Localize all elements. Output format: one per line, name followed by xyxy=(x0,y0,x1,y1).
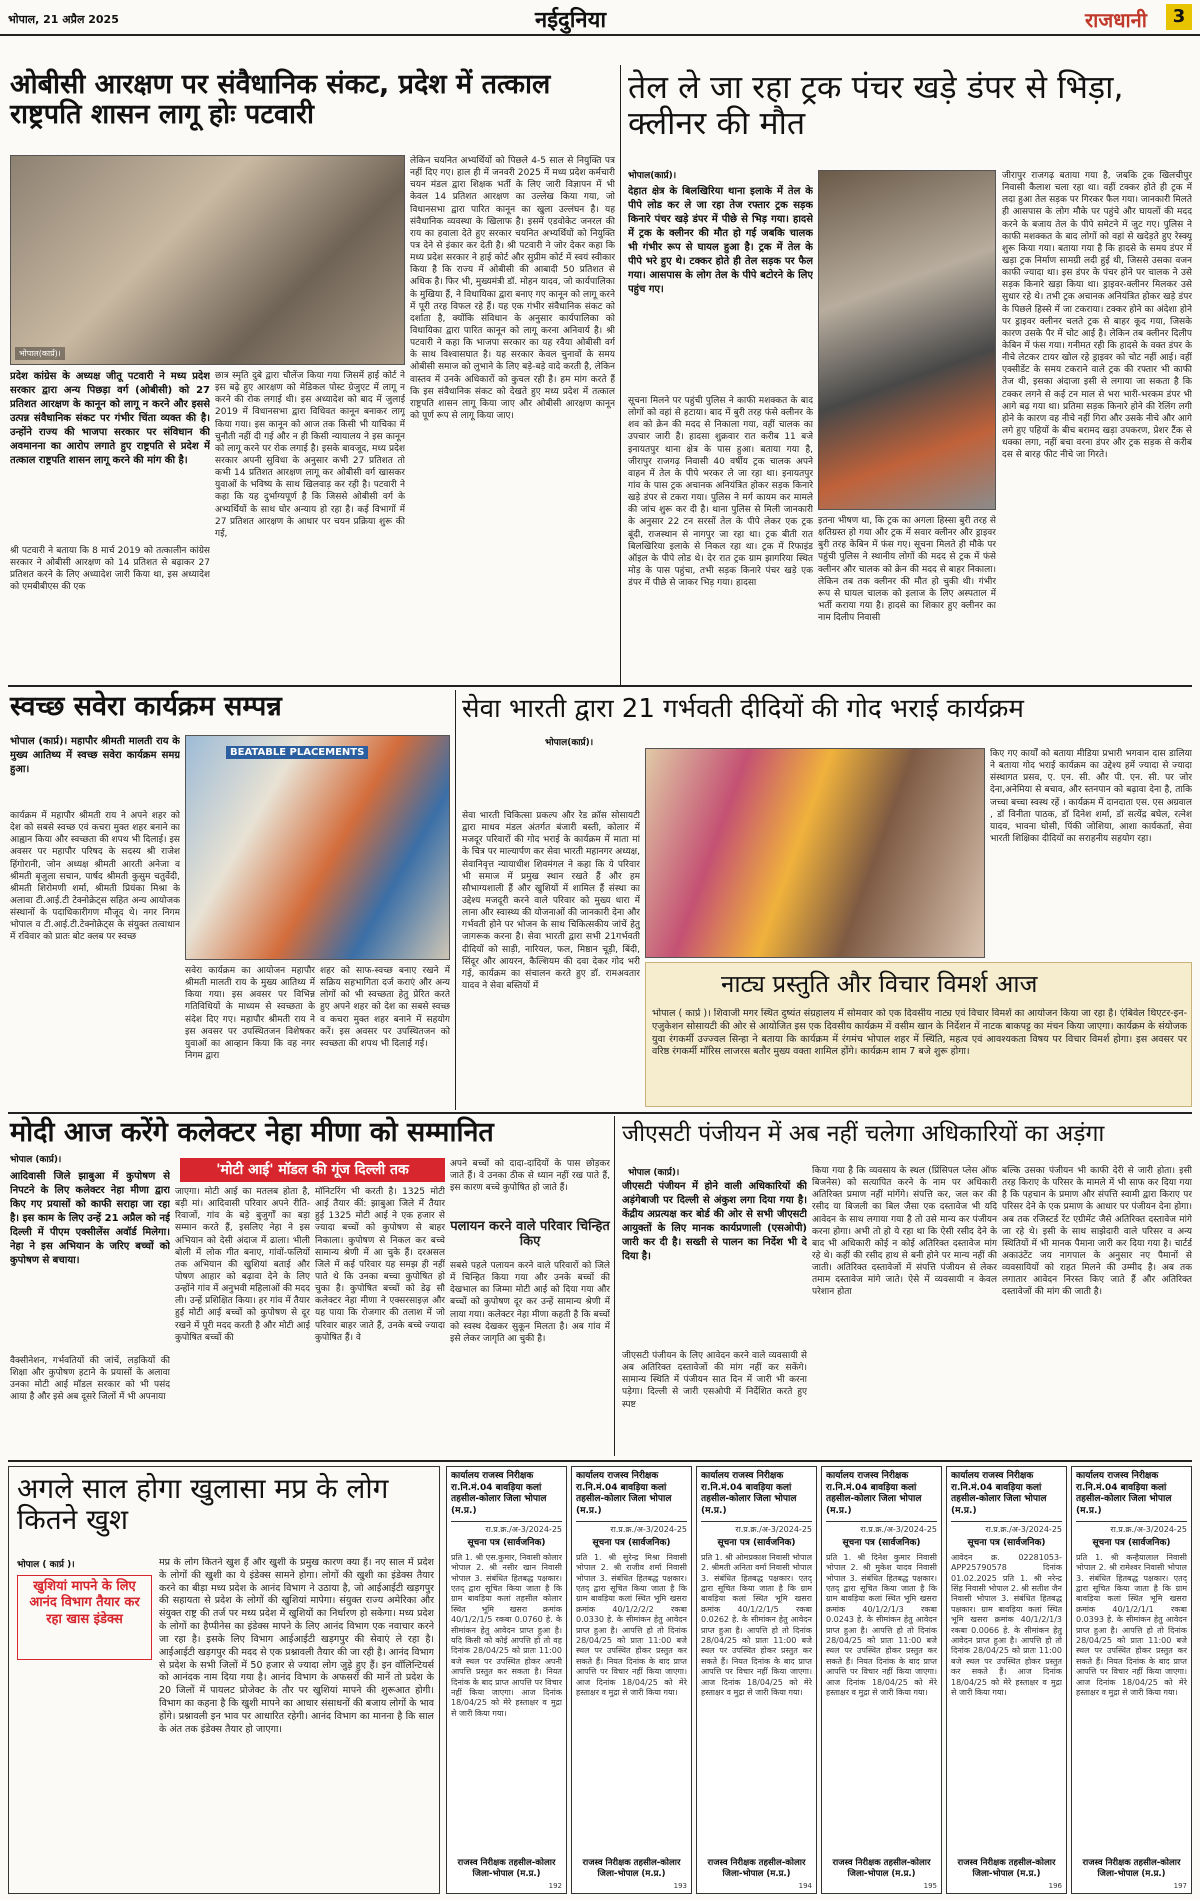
story6-body-col5: सबसे पहले पलायन करने वाले परिवारों को जिले में चिन्हित किया गया और उनके बच्चों की देखभाल का जिम्मा मोटी आई को दिया गया और बच्चों को कुपोषण दूर कर उन्हें सामान्य श्रेणी में लाया गया। कलेक्टर नेहा मीणा कहती है कि बच्चों को स्वस्थ देखकर सुकून मिलता है। अब गांव में इसे लेकर जागृति आ चुकी है। xyxy=(450,1261,610,1344)
notice-office: कार्यालय राजस्व निरीक्षक रा.नि.मं.04 बावड़िया कलां तहसील-कोलार जिला भोपाल (म.प्र.) xyxy=(576,1471,687,1522)
story1-photo xyxy=(10,155,405,365)
story6-body-col1: वैक्सीनेशन, गर्भवतियों की जांचें, लड़कियों की शिक्षा और कुपोषण हटाने के प्रयासों के अलावा उनका मोटी आई मॉडल सरकार को भी पसंद आया है और इसे अब दूसरे जिलों में भी अपनाया xyxy=(10,1356,170,1403)
story5-headline: नाट्य प्रस्तुति और विचार विमर्श आज xyxy=(721,970,1038,998)
notice-office: कार्यालय राजस्व निरीक्षक रा.नि.मं.04 बावड़िया कलां तहसील-कोलार जिला भोपाल (म.प्र.) xyxy=(701,1471,812,1522)
divider xyxy=(455,690,456,1110)
story7-byline: भोपाल (कार्प्र)। xyxy=(628,1168,680,1178)
notice-title: सूचना पत्र (सार्वजनिक) xyxy=(592,1538,671,1549)
notice-office: कार्यालय राजस्व निरीक्षक रा.नि.मं.04 बावड़िया कलां तहसील-कोलार जिला भोपाल (म.प्र.) xyxy=(951,1471,1062,1522)
story2-lead: देहात क्षेत्र के बिलखिरिया थाना इलाके में तेल के पीपे लोड कर ले जा रहा तेज रफ्तार ट्रक सड़क किनारे पंचर खड़े डंपर में पीछे से भिड़ गया। हादसे में ट्रक के क्लीनर की मौत हो गई जबकि चालक भी गंभीर रूप से घायल हुआ है। ट्रक में तेल के पीपे भरे हुए थे। टक्कर होते ही तेल सड़क पर फैल गया। आसपास के लोग तेल के पीपे बटोरने के लिए पहुंच गए। xyxy=(628,186,813,295)
story2-body-col2: इतना भीषण था, कि ट्रक का अगला हिस्सा बुरी तरह से क्षतिग्रस्त हो गया और ट्रक में सवार क्लीनर और ड्राइवर बुरी तरह केबिन में फंस गए। सूचना मिलते ही मौके पर पहुंची पुलिस ने स्थानीय लोगों की मदद से ट्रक में फंसे क्लीनर और चालक को क्रेन की मदद से बाहर निकाला। लेकिन तब तक क्लीनर की मौत हो चुकी थी। गंभीर रूप से घायल चालक को इलाज के लिए अस्पताल में भर्ती कराया गया है। हादसे का शिकार हुए क्लीनर का नाम दिलीप निवासी xyxy=(818,516,996,624)
story6-body-col4: अपने बच्चों को दादा-दादियों के पास छोड़कर जाते हैं। वे उनका ठीक से ध्यान नहीं रख पाते हैं, इस कारण बच्चे कुपोषित हो जाते हैं। xyxy=(450,1159,610,1194)
page-number: 3 xyxy=(1166,4,1192,30)
story6-box-title: पलायन करने वाले परिवार चिन्हित किए xyxy=(450,1219,610,1249)
notice-title: सूचना पत्र (सार्वजनिक) xyxy=(717,1538,796,1549)
legal-notice xyxy=(821,1466,942,1894)
legal-notice xyxy=(446,1466,567,1894)
story8-headline: अगले साल होगा खुलासा मप्र के लोग कितने खुश xyxy=(17,1472,389,1537)
legal-notice xyxy=(571,1466,692,1894)
notice-number: 192 xyxy=(548,1881,562,1890)
story1-lead: प्रदेश कांग्रेस के अध्यक्ष जीतू पटवारी ने मध्य प्रदेश सरकार द्वारा अन्य पिछड़ा वर्ग (ओबीसी) को 27 प्रतिशत आरक्षण के कानून को लागू न करने और इससे उत्पन्न संवैधानिक संकट पर गंभीर चिंता व्यक्त की है। उन्होंने राज्य की भाजपा सरकार पर संविधान की अवमानना का आरोप लगाते हुए राष्ट्रपति से प्रदेश में तत्काल राष्ट्रपति शासन लागू करने की मांग की है। xyxy=(10,371,210,466)
notice-title: सूचना पत्र (सार्वजनिक) xyxy=(1092,1538,1171,1549)
notice-footer: राजस्व निरीक्षक तहसील-कोलार जिला-भोपाल (म.प्र.) xyxy=(457,1858,556,1879)
notice-body: प्रति 1. श्री ओमप्रकाश निवासी भोपाल 2. श्रीमती अनिता वर्मा निवासी भोपाल 3. संबंधित हितबद्ध पक्षकार। एतद् द्वारा सूचित किया जाता है कि ग्राम बावड़िया कलां स्थित भूमि खसरा क्रमांक 40/1/2/1/5 रकबा 0.0262 हे. के सीमांकन हेतु आवेदन प्राप्त हुआ है। आपत्ति हो तो दिनांक 28/04/25 को प्रातः 11:00 बजे स्थल पर उपस्थित होकर प्रस्तुत कर सकते हैं। नियत दिनांक के बाद प्राप्त आपत्ति पर विचार नहीं किया जाएगा। आज दिनांक 18/04/25 को मेरे हस्ताक्षर व मुद्रा से जारी किया गया। xyxy=(701,1552,812,1697)
story6-lead: आदिवासी जिले झाबुआ में कुपोषण से निपटने के लिए कलेक्टर नेहा मीणा द्वारा किए गए प्रयासों को काफी सराहा जा रहा है। इस काम के लिए उन्हें 21 अप्रैल को नई दिल्ली में पीएम एक्सीलेंस अवॉर्ड मिलेगा। नेहा ने इस अभियान के जरिए बच्चों को कुपोषण से बचाया। xyxy=(10,1171,170,1266)
notice-case-number: रा.प्र.क्र./अ-3/2024-25 xyxy=(735,1524,812,1534)
story8-tag: खुशियां मापने के लिए आनंद विभाग तैयार कर रहा खास इंडेक्स xyxy=(17,1575,152,1660)
notice-case-number: रा.प्र.क्र./अ-3/2024-25 xyxy=(485,1524,562,1534)
masthead-logo: नईदुनिया xyxy=(535,7,607,33)
story7-body-col3: बल्कि उसका पंजीयन भी काफी देरी से जारी होता। इसी तरह किराए के परिसर के मामले में भी साफ कर दिया गया है कि पहचान के प्रमाण और संपत्ति स्वामी द्वारा किराए पर परिसर देने के एक प्रमाण के आधार पर पंजीयन देना होगा। अब तक रजिस्टर्ड रेंट एग्रीमेंट जैसे अतिरिक्त दस्तावेज मांगे जा रहे थे। इसी के साथ साझेदारी वाले परिसर व अन्य स्थितियों में भी मानक पैमाना जारी कर दिया गया है। चार्टर्ड अकाउंटेंट जय नागपाल के अनुसार नए पैमानों से व्यवसायियों को राहत मिलने की उम्मीद है। अब तक लगातार आवेदन निरस्त किए जाते हैं और अतिरिक्त दस्तावेजों की मांग की जाती है। xyxy=(1002,1166,1192,1298)
story6-body-col2: जाएगा। मोटी आई का मतलब होता है, बड़ी मां। आदिवासी परिवार अपने रीति-रिवाजों, गांव के बड़े बुजुर्गों का बड़ा सम्मान करते हैं, इसलिए नेहा ने इस अभियान को देसी अंदाज में ढाला। भीली बोली में लोक गीत बनाए, गांवों-फलियों तक अभियान की खुशियां बताई और पोषण आहार को बढ़ावा देने के लिए उन्होंने गांव में अनुभवी महिलाओं की मदद ली। उन्हें प्रशिक्षित किया। हर गांव में तैयार हुई मोटी आई बच्चों को कुपोषण से दूर रखने में पूरी मदद करती है और मोटी आई कुपोषित बच्चों की xyxy=(175,1187,310,1343)
story2-byline: भोपाल(कार्प्र)। xyxy=(628,171,677,181)
divider xyxy=(8,1112,1192,1114)
story1-body-col3: लेकिन चयनित अभ्यर्थियों को पिछले 4-5 साल से नियुक्ति पत्र नहीं दिए गए। हाल ही में जनवरी 2025 में मध्य प्रदेश कर्मचारी चयन मंडल द्वारा शिक्षक भर्ती के लिए जारी विज्ञापन में भी केवल 14 प्रतिशत आरक्षण का उल्लेख किया गया, जो विधानसभा द्वारा पारित कानून का खुला उल्लंघन है। यह संवैधानिक व्यवस्था के खिलाफ है। इसमें एडवोकेट जनरल की राय का हवाला देते हुए सरकार चयनित अभ्यर्थियों को नियुक्ति पत्र देने से इंकार कर देती है। श्री पटवारी ने जोर देकर कहा कि मध्य प्रदेश सरकार ने हाई कोर्ट और सुप्रीम कोर्ट में स्वयं स्वीकार किया है कि राज्य में ओबीसी की आबादी 50 प्रतिशत से अधिक है। फिर भी, मुख्यमंत्री डॉ. मोहन यादव, जो कार्यपालिका के मुखिया हैं, ने विधायिका द्वारा बनाए गए कानून को लागू करने में पूरी तरह विफल रहे हैं। यह एक गंभीर संवैधानिक संकट को दर्शाता है, क्योंकि संविधान के अनुसार कार्यपालिका को विधायिका द्वारा पारित कानून को लागू करना अनिवार्य है। श्री पटवारी ने कहा कि भाजपा सरकार का यह रवैया ओबीसी वर्ग के साथ विश्वासघात है। यह सरकार केवल चुनावों के समय ओबीसी समाज को लुभाने के लिए बड़े-बड़े वादे करती है, लेकिन वास्तव में उनके अधिकारों को कुचल रही है। हम मांग करते हैं कि इस संवैधानिक संकट को देखते हुए मध्य प्रदेश में तत्काल राष्ट्रपति शासन लागू किया जाए और ओबीसी आरक्षण कानून को पूर्ण रूप से लागू किया जाए। xyxy=(410,156,615,421)
story2-photo xyxy=(818,170,996,510)
story1-photo-caption: भोपाल(कार्प्र)। xyxy=(15,347,65,360)
story4-photo xyxy=(645,748,985,958)
notice-case-number: रा.प्र.क्र./अ-3/2024-25 xyxy=(985,1524,1062,1534)
notice-number: 195 xyxy=(923,1881,937,1890)
notice-body: प्रति 1. श्री कन्हैयालाल निवासी भोपाल 2. श्री रामेश्वर निवासी भोपाल 3. संबंधित हितबद्ध पक्षकार। एतद् द्वारा सूचित किया जाता है कि ग्राम बावड़िया कलां स्थित भूमि खसरा क्रमांक 40/1/2/1/1 रकबा 0.0393 हे. के सीमांकन हेतु आवेदन प्राप्त हुआ है। आपत्ति हो तो दिनांक 28/04/25 को प्रातः 11:00 बजे स्थल पर उपस्थित होकर प्रस्तुत कर सकते हैं। नियत दिनांक के बाद प्राप्त आपत्ति पर विचार नहीं किया जाएगा। आज दिनांक 18/04/25 को मेरे हस्ताक्षर व मुद्रा से जारी किया गया। xyxy=(1076,1552,1187,1697)
notice-number: 197 xyxy=(1173,1881,1187,1890)
notice-footer: राजस्व निरीक्षक तहसील-कोलार जिला-भोपाल (म.प्र.) xyxy=(957,1858,1056,1879)
notice-office: कार्यालय राजस्व निरीक्षक रा.नि.मं.04 बावड़िया कलां तहसील-कोलार जिला भोपाल (म.प्र.) xyxy=(1076,1471,1187,1522)
story3-body-col2: सवेरा कार्यक्रम का आयोजन महापौर श्रीमती मालती राय के मुख्य आतिथ्य में किया गया। इस अवसर पर विभिन्न गतिविधियों के माध्यम से स्वच्छता के संदेश दिए गए। महापौर श्रीमती राय ने इस अवसर पर उपस्थितजन विशेषकर युवाओं का आव्हान किया कि वह नगर निगम द्वारा xyxy=(185,966,315,1061)
notice-body: प्रति 1. श्री एस.कुमार, निवासी कोलार भोपाल 2. श्री नसीर खान निवासी भोपाल 3. संबंधित हितबद्ध पक्षकार। एतद् द्वारा सूचित किया जाता है कि ग्राम बावड़िया कलां तहसील कोलार स्थित भूमि खसरा क्रमांक 40/1/2/1/5 रकबा 0.0760 हे. के सीमांकन हेतु आवेदन प्राप्त हुआ है। यदि किसी को कोई आपत्ति हो तो वह दिनांक 28/04/25 को प्रातः 11:00 बजे स्थल पर उपस्थित होकर अपनी आपत्ति प्रस्तुत कर सकता है। नियत दिनांक के बाद प्राप्त आपत्ति पर विचार नहीं किया जाएगा। आज दिनांक 18/04/25 को मेरे हस्ताक्षर व मुद्रा से जारी किया गया। xyxy=(451,1552,562,1718)
notice-body: प्रति 1. श्री सुरेन्द्र मिश्रा निवासी भोपाल 2. श्री राजीव शर्मा निवासी भोपाल 3. संबंधित हितबद्ध पक्षकार। एतद् द्वारा सूचित किया जाता है कि ग्राम बावड़िया कलां स्थित भूमि खसरा क्रमांक 40/1/2/2/2 रकबा 0.0330 हे. के सीमांकन हेतु आवेदन प्राप्त हुआ है। आपत्ति हो तो दिनांक 28/04/25 को प्रातः 11:00 बजे स्थल पर उपस्थित होकर प्रस्तुत कर सकते हैं। नियत दिनांक के बाद प्राप्त आपत्ति पर विचार नहीं किया जाएगा। आज दिनांक 18/04/25 को मेरे हस्ताक्षर व मुद्रा से जारी किया गया। xyxy=(576,1552,687,1697)
legal-notice xyxy=(696,1466,817,1894)
divider xyxy=(8,685,1192,687)
story6-byline: भोपाल (कार्प्र)। xyxy=(10,1155,62,1165)
notice-office: कार्यालय राजस्व निरीक्षक रा.नि.मं.04 बावड़िया कलां तहसील-कोलार जिला भोपाल (म.प्र.) xyxy=(826,1471,937,1522)
notice-body: प्रति 1. श्री दिनेश कुमार निवासी भोपाल 2. श्री मुकेश यादव निवासी भोपाल 3. संबंधित हितबद्ध पक्षकार। एतद् द्वारा सूचित किया जाता है कि ग्राम बावड़िया कलां स्थित भूमि खसरा क्रमांक 40/1/2/1/3 रकबा 0.0243 हे. के सीमांकन हेतु आवेदन प्राप्त हुआ है। आपत्ति हो तो दिनांक 28/04/25 को प्रातः 11:00 बजे स्थल पर उपस्थित होकर प्रस्तुत कर सकते हैं। नियत दिनांक के बाद प्राप्त आपत्ति पर विचार नहीं किया जाएगा। आज दिनांक 18/04/25 को मेरे हस्ताक्षर व मुद्रा से जारी किया गया। xyxy=(826,1552,937,1697)
story3-lead: भोपाल (कार्प्र)। महापौर श्रीमती मालती राय के मुख्य आतिथ्य में स्वच्छ सवेरा कार्यक्रम समग्र हुआ। xyxy=(10,736,180,775)
story1-body-col2: छात्र स्मृति दुबे द्वारा चौलेंज किया गया जिसमें हाई कोर्ट ने इस बढ़े हुए आरक्षण को मेडिकल पोस्ट ग्रेजुएट में लागू न करने की रोक लगाई थी। इस अध्यादेश को बाद में जुलाई 2019 में विधानसभा द्वारा विधिवत कानून बनाकर लागू किया गया। इस कानून को आज तक किसी भी याचिका में चुनौती नहीं दी गई और न ही किसी न्यायालय ने इस कानून को लागू करने पर रोक लगाई है। इसके बावजूद, मध्य प्रदेश सरकार अपनी सुविधा के अनुसार कभी 27 प्रतिशत तो कभी 14 प्रतिशत आरक्षण लागू कर ओबीसी वर्ग खासकर युवाओं के भविष्य के साथ खिलवाड़ कर रही है। पटवारी ने कहा कि यह दुर्भाग्यपूर्ण है कि जिससे ओबीसी वर्ग के अभ्यर्थियों के साथ घोर अन्याय हो रहा है। कई विभागों में 27 प्रतिशत आरक्षण के आधार पर चयन प्रक्रिया शुरू की गई, xyxy=(215,371,405,539)
date-place: भोपाल, 21 अप्रैल 2025 xyxy=(8,13,119,26)
story4-body-col2: किए गए कार्यों को बताया मीडिया प्रभारी भगवान दास डालिया ने बताया गोद भराई कार्यक्रम का उद्देश्य हमें ज्यादा से ज्यादा संस्थागत प्रसव, ए. एन. सी. और पी. एन. सी. पर जोर देना,अनेमिया से बचाव, और स्तनपान को बढ़ावा देना है, ताकि जच्चा बच्चा स्वस्थ रहें । कार्यक्रम में दानदाता एस. एस अग्रवाल , डॉ विनीता पाठक, डॉ दिनेश शर्मा, डॉ सत्येंद्र बघेल, रत्नेश यादव, भावना घोसी, पिंकी जोशिया, आशा कार्यकर्ता, सेवा भारती शिक्षिका दीदियों का सराहनीय सहयोग रहा। xyxy=(990,749,1192,844)
divider xyxy=(620,65,621,685)
divider xyxy=(8,1460,1192,1462)
legal-notice xyxy=(946,1466,1067,1894)
story4-body-col1: सेवा भारती चिकित्सा प्रकल्प और रेड क्रॉस सोसायटी द्वारा माधव मंडल अंतर्गत बंजारी बस्ती, कोलार में मजदूर परिवारों की गोद भराई के कार्यक्रम में माता मां के चित्र पर माल्यार्पण कर सेवा भारती महानगर अध्यक्ष, सेवानिवृत्त न्यायाधीश शिवमंगल ने कहा कि ये परिवार भी समाज में प्रमुख स्थान रखते हैं और हम सौभाग्यशाली हैं और खुशियों में शामिल हैं संस्था का उद्देश्य मजदूरी करने वाले परिवार को मुख्य धारा में लाना और स्वास्थ्य की योजनाओं की जानकारी देना और गर्भवती होने पर भोजन के साथ चिकित्सकीय जांचें हेतु जागरूक करना है। सेवा भारती द्वारा सभी 21गर्भवती दीदियों को साड़ी, नारियल, फल, मिष्ठान चूड़ी, बिंदी, सिंदूर और आयरन, कैल्शियम की दवा देकर गोद भरी गई, कार्यक्रम का संचालन करते हुए डॉ. रामअवतार यादव ने सेवा बस्तियों में xyxy=(462,811,640,991)
notice-number: 194 xyxy=(798,1881,812,1890)
story6-subhead: 'मोटी आई' मॉडल की गूंज दिल्ली तक xyxy=(180,1158,445,1182)
story7-body-col2: किया गया है कि व्यवसाय के स्थल (प्रिंसिपल प्लेस ऑफ बिजनेस) को सत्यापित करने के नाम पर अधिकारी अतिरिक्त प्रमाण नहीं मांगेंगे। संपत्ति कर, जल कर की रसीद या बिजली का बिल जैसा एक दस्तावेज भी यदि आवेदन के साथ लगाया गया है तो उसे मान्य कर पंजीयन करना होगा। अभी तो हो ये रहा था कि ऐसी रसीद देने के बाद भी अधिकारी कोई न कोई अतिरिक्त दस्तावेज मांग रहे थे। कहीं की रसीद हाथ से बनी होने पर मान्य नहीं की जाती। अतिरिक्त दस्तावेजों में संपत्ति पंजीयन से लेकर तमाम दस्तावेज मांगे जाते। ऐसे में व्यवसायी न केवल परेशान होता xyxy=(812,1166,997,1298)
notice-footer: राजस्व निरीक्षक तहसील-कोलार जिला-भोपाल (म.प्र.) xyxy=(707,1858,806,1879)
story2-body-col1: सूचना मिलने पर पहुंची पुलिस ने काफी मशक्कत के बाद लोगों को वहां से हटाया। बाद में बुरी तरह फंसे क्लीनर के शव को क्रेन की मदद से निकाला गया, वहीं चालक का उपचार जारी है। हादसा शुक्रवार रात करीब 11 बजे इनायतपुर थाना क्षेत्र के पास हुआ। बताया गया है, जीरापुर राजगढ़ निवासी 40 वर्षीय ट्रक चालक अपने वाहन में तेल के पीपे भरकर ले जा रहा था। इनायतपुर गांव के पास ट्रक अचानक अनियंत्रित होकर सड़क किनारे खड़े डंपर से टकरा गया। पुलिस ने मर्ग कायम कर मामले की जांच शुरू कर दी है। थाना पुलिस से मिली जानकारी के अनुसार 22 टन सरसों तेल के पीपे लेकर एक ट्रक बूंदी, राजस्थान से नागपुर जा रहा था। ट्रक बीती रात बिलखिरिया इलाके से निकल रहा था। ट्रक में रिफाइंड ऑइल के पीपे लोड थे। देर रात ट्रक ग्राम झागरिया स्थित मोड़ के पास पहुंचा, तभी सड़क किनारे पंचर खड़े एक डंपर में पीछे से जाकर भिड़ गया। हादसा xyxy=(628,396,813,589)
legal-notice xyxy=(1071,1466,1192,1894)
story3-photo-caption: BEATABLE PLACEMENTS xyxy=(226,746,368,759)
story3-body-col1: कार्यक्रम में महापौर श्रीमती राय ने अपने शहर को देश को सबसे स्वच्छ एवं कचरा मुक्त शहर बनाने का आह्वान किया और स्वच्छता की शपथ भी दिलाई। इस अवसर पर महापौर परिषद के सदस्य श्री राजेश हिंगोरानी, जोन अध्यक्ष श्रीमती आरती अनेजा व श्रीमती बृजुला सचान, पार्षद श्रीमती कुसुम चतुर्वेदी, श्रीमती शिरोमणी शर्मा, श्रीमती प्रियंका मिश्रा के अलावा टी.आई.टी टेक्नोक्रेट्स सहित अन्य आयोजक संस्थानों के पदाधिकारीगण मौजूद थे। नगर निगम भोपाल व टी.आई.टी.टेक्नोक्रेट्स के संयुक्त तत्वाधान में रविवार को प्रातः बोट क्लब पर स्वच्छ xyxy=(10,811,180,943)
notice-number: 193 xyxy=(673,1881,687,1890)
story1-body-col1: श्री पटवारी ने बताया कि 8 मार्च 2019 को तत्कालीन कांग्रेस सरकार ने ओबीसी आरक्षण को 14 प्रतिशत से बढ़ाकर 27 प्रतिशत करने के लिए अध्यादेश जारी किया था, इस अध्यादेश को एमबीबीएस की एक xyxy=(10,546,210,593)
notice-title: सूचना पत्र (सार्वजनिक) xyxy=(467,1538,546,1549)
story4-headline: सेवा भारती द्वारा 21 गर्भवती दीदियों की गोद भराई कार्यक्रम xyxy=(462,694,1024,724)
story6-body-col3: मॉनिटरिंग भी करती है। 1325 मोटी आई तैयार कीं: झाबुआ जिले में तैयार हुई 1325 मोटी आई ने एक हजार से ज्यादा बच्चों को कुपोषण से बाहर निकाला। कुपोषण से निकल कर बच्चे सामान्य श्रेणी में आ चुके हैं। दरअसल जिले में कई परिवार यह समझ ही नहीं पाते थे कि उनका बच्चा कुपोषित हो चुका है। कुपोषित बच्चों को डेढ़ सौ कलेक्टर नेहा मीणा ने एक्सरसाइज़ और यह पाया कि रोजगार की तलाश में जो परिवार बाहर जाते हैं, उनके बच्चे ज्यादा कुपोषित हैं। वे xyxy=(315,1187,445,1343)
story2-body-col3: जीरापुर राजगढ़ बताया गया है, जबकि ट्रक खिलचीपुर निवासी कैलाश चला रहा था। वहीं टक्कर होते ही ट्रक में लदा हुआ तेल सड़क पर गिरकर फैल गया। जानकारी मिलते ही आसपास के लोग मौके पर पहुंचे और घायलों की मदद करने के बजाय तेल के पीपे समेटने में जुट गए। पुलिस ने काफी मशक्कत के बाद लोगों को वहां से खदेड़ते हुए रेस्क्यू शुरू किया गया। बताया गया है कि हादसे के समय डंपर में खड़ा ट्रक निर्माण सामग्री लदी हुई थी, जिससे उसका वजन काफी ज्यादा था। इस डंपर के पंचर होने पर चालक ने उसे सड़क किनारे खड़ा किया था। ड्राइवर-क्लीनर मिलकर उसे सुधार रहे थे। तभी ट्रक अचानक अनियंत्रित होकर खड़े डंपर के पिछले हिस्से में जा टकराया। टक्कर होने का अंदेशा होने पर ड्राइवर क्लीनर चलते ट्रक से बाहर कूद गया, जिसके कारण उसके पैर में चोट आई है। लेकिन तब क्लीनर दिलीप केबिन में फंस गया। गनीमत रही कि हादसे के वक्त डंपर के नीचे लेटकर टायर खोल रहे ड्राइवर को चोट नहीं आई। वहीं एक्सीडेंट के समय टकराने वाले ट्रक की रफ्तार भी काफी तेज थी, इसका अंदाजा इसी से लगाया जा सकता है कि टक्कर लगने से कई टन माल से भरा भारी-भरकम डंपर भी आगे बढ़ गया था। प्रतिमा सड़क किनारे होने की रेलिंग लगी होने के कारण वह नीचे नहीं गिरा और उसके नीचे और आगे लगे हुए पहियों के बीच बरामद खड़ा उपकरण, प्रेशर टैंक से धक्का लगा, नहीं बचा वरना डंपर और ट्रक सड़क से करीब दस से बारह फीट नीचे जा गिरते। xyxy=(1002,171,1192,461)
story7-lead: जीएसटी पंजीयन में होने वाली अधिकारियों की अड़ंगेबाजी पर दिल्ली से अंकुश लगा दिया गया है। केंद्रीय अप्रत्यक्ष कर बोर्ड की ओर से सभी जीएसटी आयुक्तों के लिए मानक कार्यप्रणाली (एसओपी) जारी कर दी है। सख्ती से पालन का निर्देश भी दे दिया है। xyxy=(622,1181,807,1262)
notice-case-number: रा.प्र.क्र./अ-3/2024-25 xyxy=(1110,1524,1187,1534)
story3-body-col3: शहर को साफ-स्वच्छ बनाए रखने में सक्रिय सहभागिता दर्ज कराएं और अन्य लोगों को भी स्वच्छता हेतु प्रेरित करते हुए अपने शहर को देश का सबसे स्वच्छ व कचरा मुक्त शहर बनाने में सहयोग करें। इस अवसर पर उपस्थितजन को स्वच्छता की शपथ भी दिलाई गई। xyxy=(320,966,450,1049)
story5-body: भोपाल ( कार्प्र )। शिवाजी मगर स्थित दुष्यंत संग्रहालय में सोमवार को एक दिवसीय नाट्य एवं विचार विमर्श का आयोजन किया जा रहा है। एंबिवेल थिएटर-इन-एजुकेशन सोसायटी की ओर से आयोजित इस एक दिवसीय कार्यक्रम में वसीम खान के निर्देशन में नाटक बाकपट्ट का मंचन किया जाएगा। कार्यक्रम के संयोजक युवा रंगकर्मी उज्ज्वल सिन्हा ने बताया कि कार्यक्रम में रंगमंच भोपाल शहर में स्थिति, महत्व एवं आवश्यकता विषय पर विचार विमर्श होगा। इस अवसर पर वरिष्ठ रंगकर्मी मॉरिस लाजरस बतौर मुख्य वक्ता शामिल होंगे। कार्यक्रम शाम 7 बजे शुरू होगा। xyxy=(652,1008,1187,1058)
story7-body-col1: जीएसटी पंजीयन के लिए आवेदन करने वाले व्यवसायी से अब अतिरिक्त दस्तावेजों की मांग नहीं कर सकेंगे। सामान्य स्थिति में पंजीयन सात दिन में जारी भी करना पड़ेगा। दिल्ली से जारी एसओपी में निर्देशित करते हुए स्पष्ट xyxy=(622,1351,807,1410)
story5-box xyxy=(645,962,1192,1107)
notice-footer: राजस्व निरीक्षक तहसील-कोलार जिला-भोपाल (म.प्र.) xyxy=(1082,1858,1181,1879)
story8-box xyxy=(8,1466,440,1894)
notice-office: कार्यालय राजस्व निरीक्षक रा.नि.मं.04 बावड़िया कलां तहसील-कोलार जिला भोपाल (म.प्र.) xyxy=(451,1471,562,1522)
story6-headline: मोदी आज करेंगे कलेक्टर नेहा मीणा को सम्मानित xyxy=(10,1117,494,1148)
story8-byline: भोपाल ( कार्प्र )। xyxy=(17,1560,75,1570)
notice-title: सूचना पत्र (सार्वजनिक) xyxy=(842,1538,921,1549)
story7-headline: जीएसटी पंजीयन में अब नहीं चलेगा अधिकारियों का अड़ंगा xyxy=(622,1121,1105,1147)
notice-case-number: रा.प्र.क्र./अ-3/2024-25 xyxy=(610,1524,687,1534)
section-name: राजधानी xyxy=(1085,8,1147,32)
story3-photo xyxy=(185,735,450,960)
story4-byline: भोपाल(कार्प्र)। xyxy=(545,738,594,748)
story8-body: मप्र के लोग कितने खुश हैं और खुशी के प्रमुख कारण क्या हैं। नए साल में प्रदेश के लोगों की खुशी का ये इंडेक्स सामने होगा। लोगों की खुशी का इंडेक्स तैयार करने का बीड़ा मध्य प्रदेश के आनंद विभाग ने उठाया है, जो आईआईटी खड़गपुर की सहायता से प्रदेश के लोगों की खुशियां मापेगा। संयुक्त राज्य अमेरिका और संयुक्त राष्ट्र की तर्ज पर मध्य प्रदेश में खुशियों का निर्धारण हो सकेगा। मध्य प्रदेश के लोगों का हैप्पीनेस का इंडेक्स मापने के लिए आनंद विभाग एक नवाचार करने जा रहा है। इसके लिए विभाग आईआईटी खड़गपुर की सेवाएं ले रहा है। आईआईटी खड़गपुर की मदद से एक प्रश्नावली तैयार की जा रही है। आनंद विभाग से प्रदेश के सभी जिलों में 50 हजार से ज्यादा लोग जुड़े हुए हैं। इन वॉलिन्टियर्स को आनंदक नाम दिया गया है। आनंद विभाग के अफसरों की मानें तो प्रदेश के 20 जिलों में पायलट प्रोजेक्ट के तौर पर खुशियां मापने की शुरूआत होगी। विभाग का कहना है कि खुशी मापने का आधार संसाधनों की बजाय लोगों के भाव होंगे। प्रश्नावली इन भाव पर आधारित रहेगी। आनंद विभाग का मानना है कि साल के अंत तक इंडेक्स तैयार हो जाएगा। xyxy=(159,1557,434,1735)
divider xyxy=(614,1116,615,1456)
page-header xyxy=(0,0,1200,36)
story2-headline: तेल ले जा रहा ट्रक पंचर खड़े डंपर से भिड़ा, क्लीनर की मौत xyxy=(628,68,1124,142)
notice-case-number: रा.प्र.क्र./अ-3/2024-25 xyxy=(860,1524,937,1534)
notice-footer: राजस्व निरीक्षक तहसील-कोलार जिला-भोपाल (म.प्र.) xyxy=(832,1858,931,1879)
notice-footer: राजस्व निरीक्षक तहसील-कोलार जिला-भोपाल (म.प्र.) xyxy=(582,1858,681,1879)
notice-number: 196 xyxy=(1048,1881,1062,1890)
story3-headline: स्वच्छ सवेरा कार्यक्रम सम्पन्न xyxy=(10,691,282,722)
story1-headline: ओबीसी आरक्षण पर संवैधानिक संकट, प्रदेश में तत्काल राष्ट्रपति शासन लागू होः पटवारी xyxy=(10,69,551,131)
notice-title: सूचना पत्र (सार्वजनिक) xyxy=(967,1538,1046,1549)
notice-body: आवेदन क्र. 02281053-APP25790578 दिनांक 01.02.2025 प्रति 1. श्री नरेन्द्र सिंह निवासी भोपाल 2. श्री सतीश जैन निवासी भोपाल 3. संबंधित हितबद्ध पक्षकार। ग्राम बावड़िया कलां स्थित भूमि खसरा क्रमांक 40/1/2/1/3 रकबा 0.0066 हे. के सीमांकन हेतु आवेदन प्राप्त हुआ है। आपत्ति हो तो दिनांक 28/04/25 को प्रातः 11:00 बजे स्थल पर उपस्थित होकर प्रस्तुत कर सकते हैं। आज दिनांक 18/04/25 को मेरे हस्ताक्षर व मुद्रा से जारी किया गया। xyxy=(951,1552,1062,1697)
